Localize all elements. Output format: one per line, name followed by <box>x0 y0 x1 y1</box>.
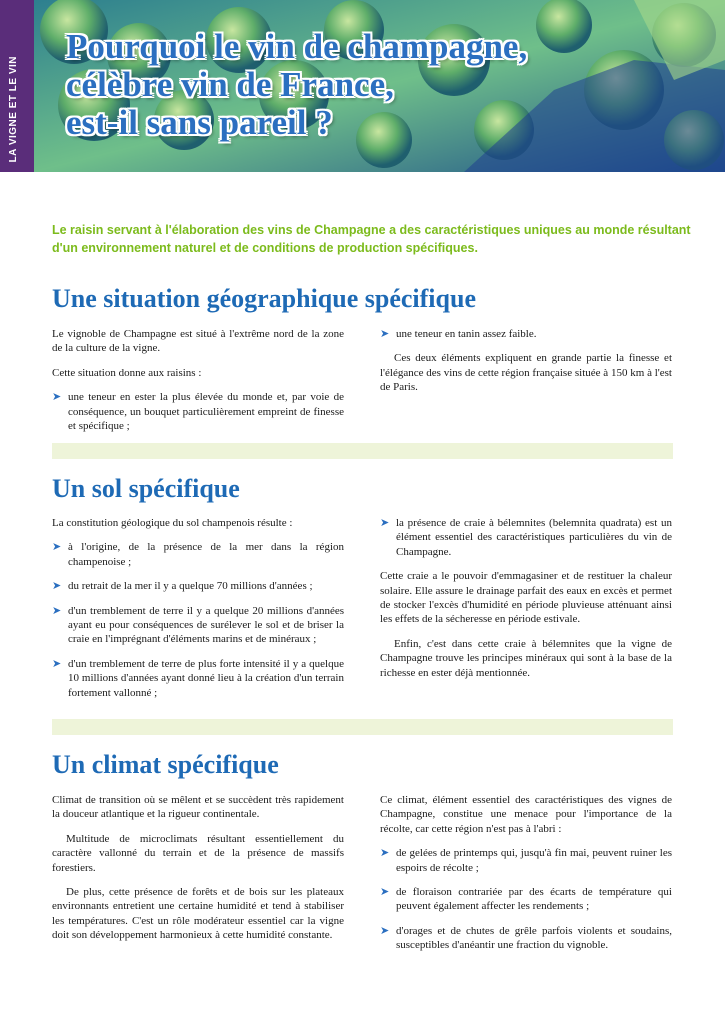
intro-text: Le raisin servant à l'élaboration des vins de Champagne a des caractéristiques uniques au monde résultant d'un environnement naturel et de conditions de production spécifiques. <box>52 223 691 255</box>
section-soil-right-column <box>380 516 672 690</box>
section-climate-left-column <box>52 793 344 953</box>
arrow-bullet-icon: ➤ <box>380 923 390 937</box>
title-line: est-il sans pareil ? <box>66 103 333 142</box>
sidebar-tab <box>0 0 34 172</box>
list-item: ➤ d'un tremblement de terre il y a quelque 20 millions d'années ayant eu pour conséquences de surélever le sol et de briser la craie en l'imprégnant d'éléments marins et de minéraux ; <box>52 603 344 646</box>
bullet-list <box>380 327 672 341</box>
section-soil-left-column <box>52 516 344 710</box>
list-item: ➤ la présence de craie à bélemnites (belemnita quadrata) est un élément essentiel des caractéristiques particulières du vin de Champagne. <box>380 516 672 558</box>
arrow-bullet-icon: ➤ <box>380 516 390 529</box>
arrow-bullet-icon: ➤ <box>52 390 62 404</box>
paragraph: Le vignoble de Champagne est situé à l'extrême nord de la zone de la culture de la vigne. <box>52 328 344 355</box>
arrow-bullet-icon: ➤ <box>380 885 390 899</box>
page-title <box>66 28 527 142</box>
paragraph: Cette situation donne aux raisins : <box>52 366 202 379</box>
section-geography-right-column <box>380 327 672 405</box>
paragraph: De plus, cette présence de forêts et de bois sur les plateaux environnants entretient une certaine humidité et tend à stabiliser les températures. C'est un rôle modérateur essentiel car la vigne doit son développement harmonieux à cette humidité constante. <box>52 886 344 942</box>
section-climate-right-column <box>380 793 672 963</box>
section-geography-left-column <box>52 327 344 443</box>
paragraph: La constitution géologique du sol champenois résulte : <box>52 517 293 529</box>
title-line: Pourquoi le vin de champagne, <box>66 27 528 66</box>
list-item: ➤ d'un tremblement de terre de plus forte intensité il y a quelque 10 millions d'années ayant donné lieu à la création d'un terrain fortement vallonné ; <box>52 656 344 699</box>
section-title-geography: Une situation géographique spécifique <box>52 284 476 313</box>
paragraph: Multitude de microclimats résultant essentiellement du caractère vallonné du terrain et de la présence de massifs forestiers. <box>52 832 344 874</box>
sidebar-label: LA VIGNE ET LE VIN <box>8 55 19 162</box>
arrow-bullet-icon: ➤ <box>52 603 62 617</box>
arrow-bullet-icon: ➤ <box>52 656 62 670</box>
paragraph: Ce climat, élément essentiel des caractéristiques des vignes de Champagne, constitue une menace pour l'importance de la récolte, car cette région n'est pas à l'abri : <box>380 794 672 835</box>
list-item: ➤ de floraison contrariée par des écarts de température qui peuvent également affecter les rendements ; <box>380 885 672 913</box>
section-title-climate: Un climat spécifique <box>52 750 279 779</box>
bullet-list <box>52 540 344 700</box>
arrow-bullet-icon: ➤ <box>380 327 390 340</box>
bullet-list <box>380 846 672 952</box>
list-item: ➤ de gelées de printemps qui, jusqu'à fin mai, peuvent ruiner les espoirs de récolte ; <box>380 846 672 874</box>
arrow-bullet-icon: ➤ <box>380 846 390 860</box>
section-title-soil: Un sol spécifique <box>52 474 240 503</box>
paragraph: Cette craie a le pouvoir d'emmagasiner et de restituer la chaleur solaire. Elle assure le drainage parfait des eaux en excès et permet de stocker l'excès d'humidité en période pluvieuse atténuant ainsi les effets de la sécheresse en période estivale. <box>380 570 672 626</box>
paragraph: Ces deux éléments expliquent en grande partie la finesse et l'élégance des vins de cette région française située à 150 km à l'est de Paris. <box>380 352 672 394</box>
list-item: ➤ à l'origine, de la présence de la mer dans la région champenoise ; <box>52 540 344 568</box>
section-divider <box>52 719 673 735</box>
paragraph: Climat de transition où se mêlent et se succèdent très rapidement la douceur atlantique et la rigueur continentale. <box>52 794 344 821</box>
list-item: ➤ une teneur en ester la plus élevée du monde et, par voie de conséquence, un bouquet particulièrement empreint de finesse et spécifique ; <box>52 390 344 433</box>
bullet-list <box>52 390 344 433</box>
bullet-list <box>380 516 672 559</box>
header-banner <box>34 0 725 172</box>
arrow-bullet-icon: ➤ <box>52 540 62 554</box>
list-item: ➤ du retrait de la mer il y a quelque 70 millions d'années ; <box>52 579 313 593</box>
paragraph: Enfin, c'est dans cette craie à bélemnites que la vigne de Champagne trouve les principes minéraux qui sont à la base de la richesse en ester déjà mentionnée. <box>380 637 672 679</box>
list-item: ➤ d'orages et de chutes de grêle parfois violents et soudains, susceptibles d'anéantir une fraction du vignoble. <box>380 923 672 952</box>
list-item: ➤ une teneur en tanin assez faible. <box>380 327 537 340</box>
arrow-bullet-icon: ➤ <box>52 579 62 593</box>
section-divider <box>52 443 673 459</box>
title-line: célèbre vin de France, <box>66 65 394 104</box>
